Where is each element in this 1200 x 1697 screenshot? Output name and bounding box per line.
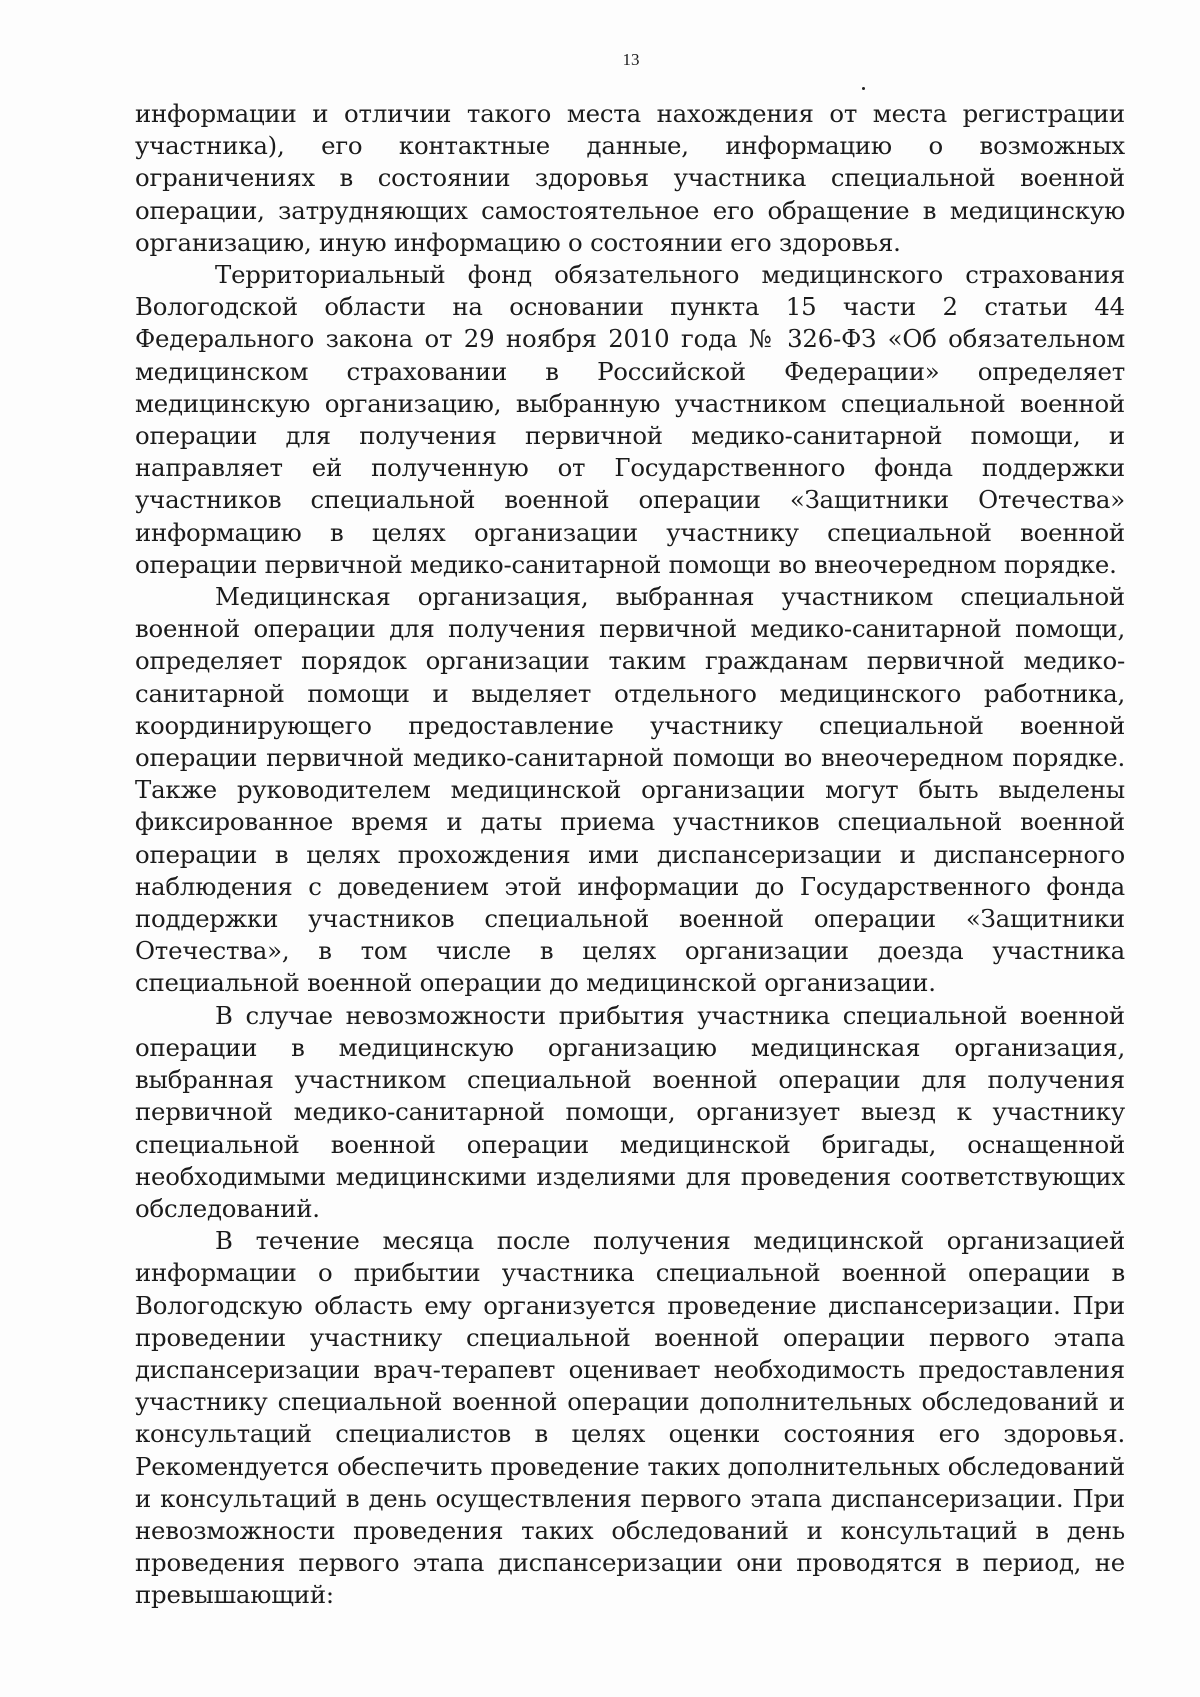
page-number: 13 <box>622 50 640 69</box>
paragraph-territorial-fund: Территориальный фонд обязательного медицинского страхования Вологодской области на основании пункта 15 части 2 статьи 44 Федерального закона от 29 ноября 2010 года № 326-ФЗ «Об обязательном медицинском страховании в Российской Федерации» определяет медицинскую организацию, выбранную участником специальной военной операции для получения первичной медико-санитарной помощи, и направляет ей полученную от Государственного фонда поддержки участников специальной военной операции «Защитники Отечества» информацию в целях организации участнику специальной военной операции первичной медико-санитарной помощи во внеочередном порядке. <box>135 260 1125 579</box>
paragraph-dispensarization: В течение месяца после получения медицинской организацией информации о прибытии участника специальной военной операции в Вологодскую область ему организуется проведение диспансеризации. При проведении участнику специальной военной операции первого этапа диспансеризации врач-терапевт оценивает необходимость предоставления участнику специальной военной операции дополнительных обследований и консультаций специалистов в целях оценки состояния его здоровья. Рекомендуется обеспечить проведение таких дополнительных обследований и консультаций в день осуществления первого этапа диспансеризации. При невозможности проведения таких обследований и консультаций в день проведения первого этапа диспансеризации они проводятся в период, не превышающий: <box>135 1226 1125 1610</box>
paragraph-continuation: информации и отличии такого места нахождения от места регистрации участника), его контактные данные, информацию о возможных ограничениях в состоянии здоровья участника специальной военной операции, затрудняющих самостоятельное его обращение в медицинскую организацию, иную информацию о состоянии его здоровья. <box>135 99 1125 257</box>
paragraph-medical-organization: Медицинская организация, выбранная участником специальной военной операции для получения первичной медико-санитарной помощи, определяет порядок организации таким гражданам первичной медико-санитарной помощи и выделяет отдельного медицинского работника, координирующего предоставление участнику специальной военной операции первичной медико-санитарной помощи во внеочередном порядке. Также руководителем медицинской организации могут быть выделены фиксированное время и даты приема участников специальной военной операции в целях прохождения ими диспансеризации и диспансерного наблюдения с доведением этой информации до Государственного фонда поддержки участников специальной военной операции «Защитники Отечества», в том числе в целях организации доезда участника специальной военной операции до медицинской организации. <box>135 582 1125 998</box>
scan-speck <box>862 87 865 90</box>
paragraph-mobile-team: В случае невозможности прибытия участника специальной военной операции в медицинскую организацию медицинская организация, выбранная участником специальной военной операции для получения первичной медико-санитарной помощи, организует выезд к участнику специальной военной операции медицинской бригады, оснащенной необходимыми медицинскими изделиями для проведения соответствующих обследований. <box>135 1000 1125 1223</box>
document-body <box>135 98 1125 1612</box>
